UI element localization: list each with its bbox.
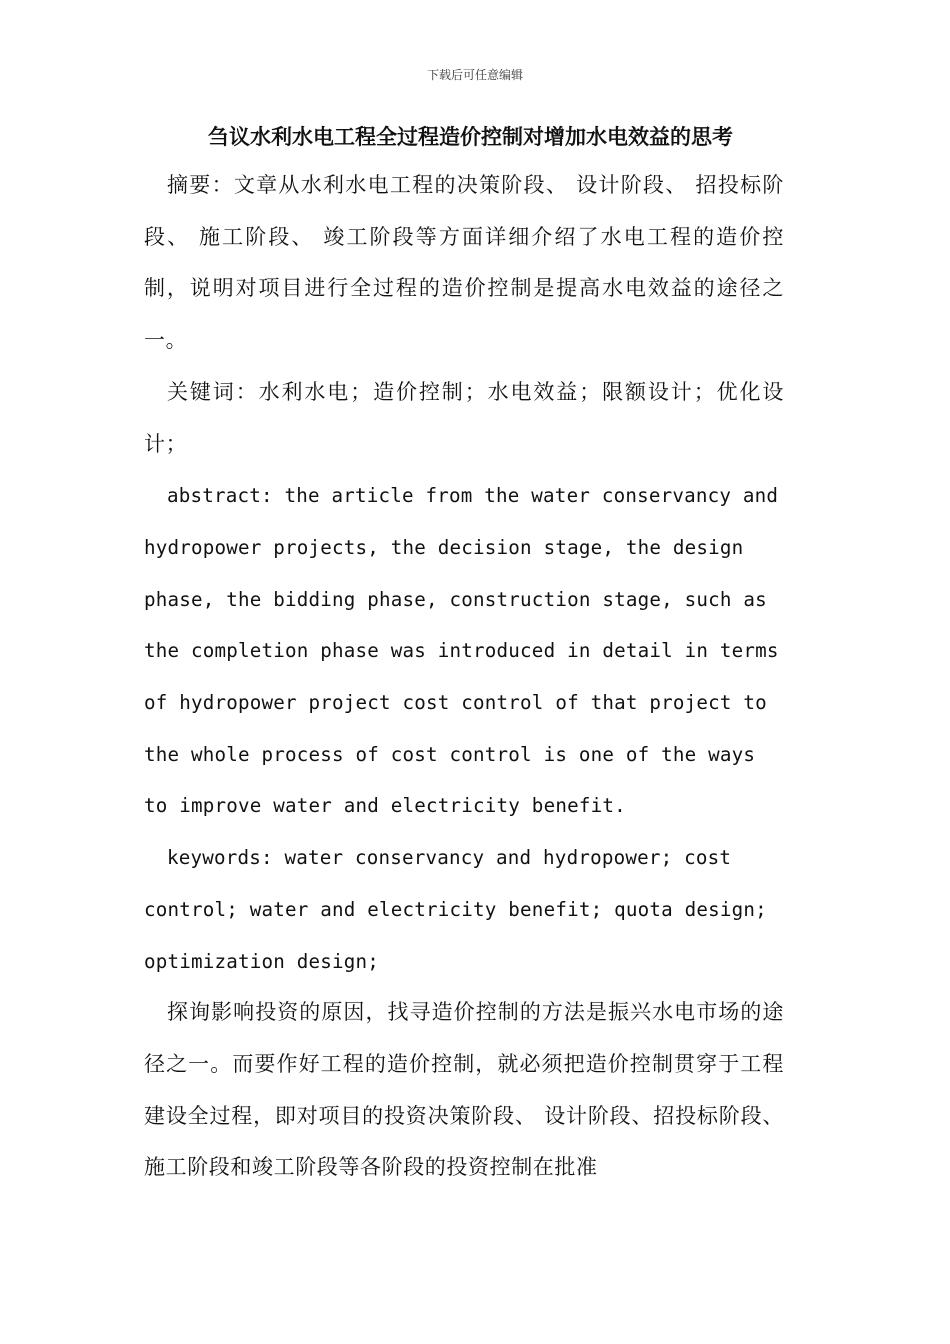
document-body (144, 160, 784, 1194)
header-note: 下载后可任意编辑 (426, 68, 523, 82)
keywords-paragraph-cn: 关键词：水利水电；造价控制；水电效益；限额设计；优化设计； (144, 379, 784, 456)
abstract-paragraph-en: abstract: the article from the water conservancy and hydropower projects, the decision stage, the design phase, the bidding phase, construction stage, such as the completion phase was introduced in detail in terms of hydropower project cost control of that project to the whole process of cost control is one of the ways to improve water and electricity benefit. (144, 484, 779, 818)
document-title: 刍议水利水电工程全过程造价控制对增加水电效益的思考 (208, 125, 733, 149)
abstract-paragraph-cn: 摘要：文章从水利水电工程的决策阶段、 设计阶段、 招投标阶段、 施工阶段、 竣工阶段等方面详细介绍了水电工程的造价控制，说明对项目进行全过程的造价控制是提高水电效益的途径之一。 (144, 173, 784, 353)
keywords-paragraph-en: keywords: water conservancy and hydropower; cost control; water and electricity benefit; quota design; optimization design; (144, 846, 767, 973)
body-paragraph: 探询影响投资的原因，找寻造价控制的方法是振兴水电市场的途径之一。而要作好工程的造价控制，就必须把造价控制贯穿于工程建设全过程，即对项目的投资决策阶段、 设计阶段、招投标阶段、 施工阶段和竣工阶段等各阶段的投资控制在批准 (144, 1000, 784, 1180)
